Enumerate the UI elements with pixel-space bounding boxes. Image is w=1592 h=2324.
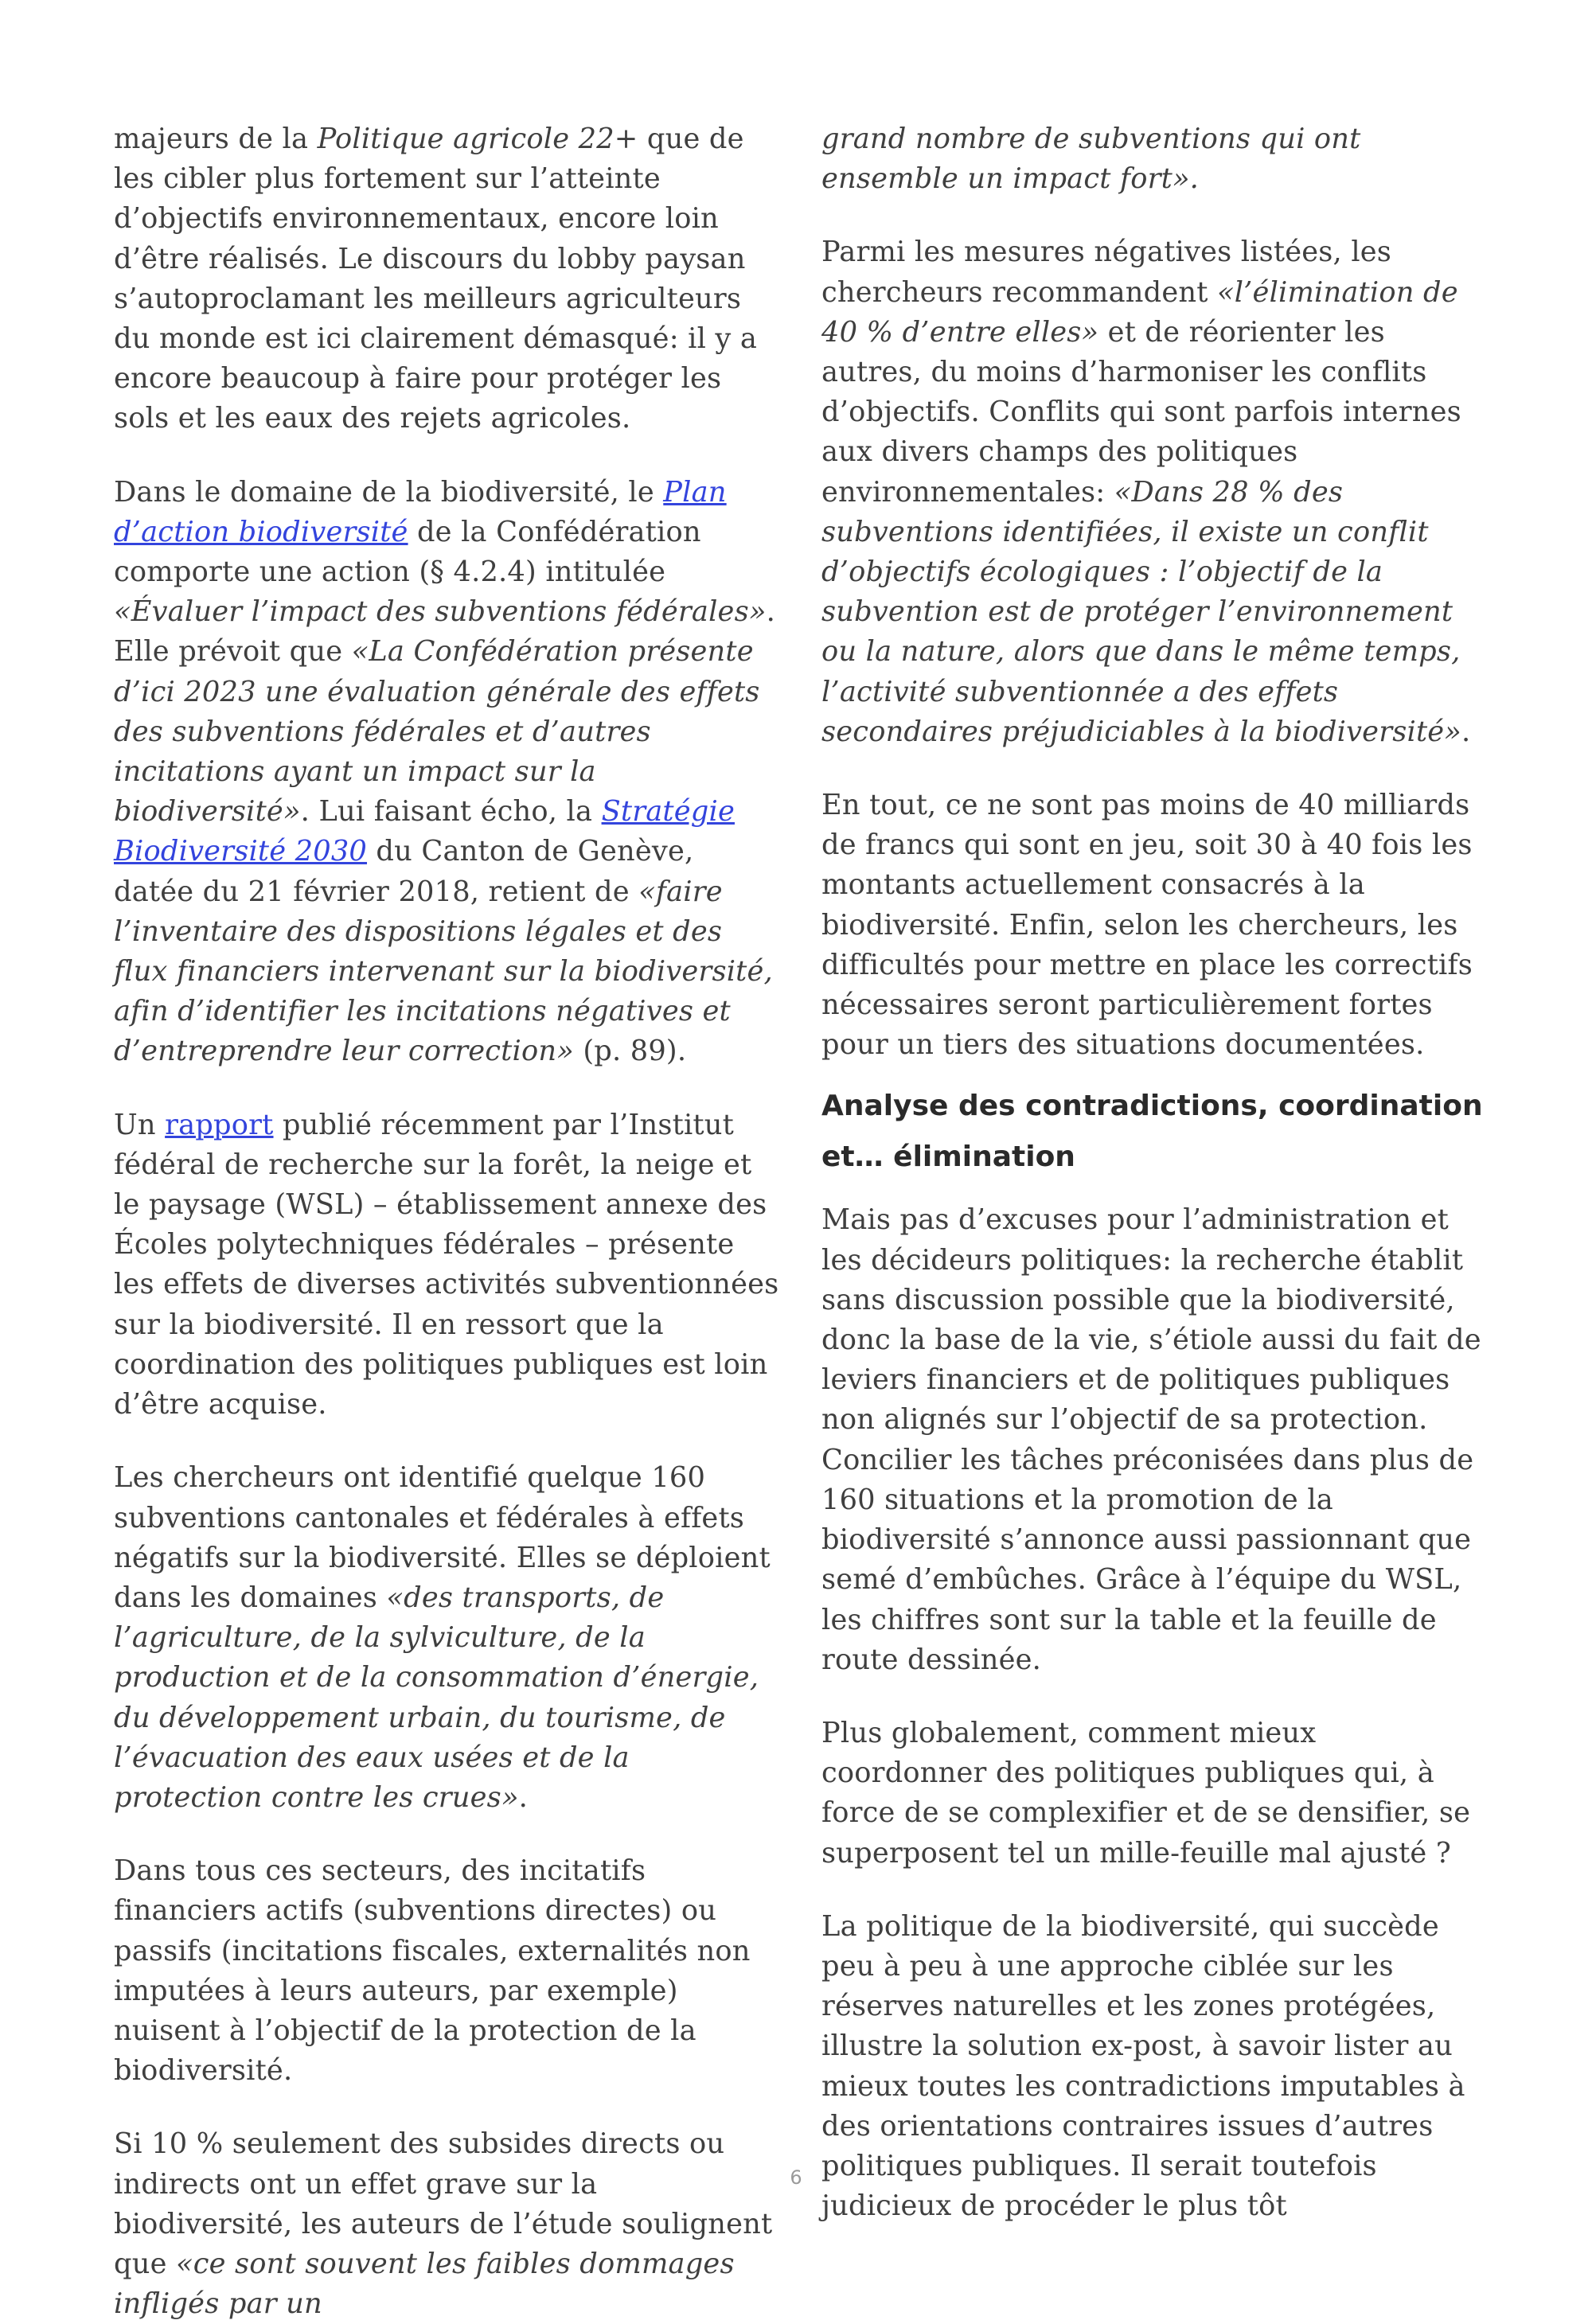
quote: «La Confédération présente d’ici 2023 une évaluation générale des effets des subventions fédérales et d’autres incitations ayant un impact sur la biodiversité» [114, 635, 760, 829]
policy-title: Politique agricole 22+ [317, 123, 638, 155]
paragraph-subsidies-identified [114, 1458, 779, 1818]
text: et de réorienter les autres, du moins d’harmoniser les conflits d’objectifs. Conflits qui sont parfois internes aux divers champs des politiques environnementales: [821, 315, 1461, 509]
text: Parmi les mesures négatives listées, les chercheurs recommandent [821, 236, 1392, 309]
paragraph-agricultural-policy [114, 119, 779, 439]
paragraph-ten-percent [114, 2124, 779, 2324]
text: (p. 89). [573, 1035, 687, 1068]
quote: «faire l’inventaire des dispositions légales et des flux financiers intervenant sur la biodiversité, afin d’identifier les incitations négatives et d’entreprendre leur correction» [114, 875, 773, 1068]
paragraph-no-excuses: Mais pas d’excuses pour l’administration et les décideurs politiques: la recherche établit sans discussion possible que la biodiversité, donc la base de la vie, s’étiole aussi du fait de leviers financiers et de politiques publiques non alignés sur l’objectif de sa protection. Concilier les tâches préconisées dans plus de 160 situations et la promotion de la biodiversité s’annonce aussi passionnant que semé d’embûches. Grâce à l’équipe du WSL, les chiffres sont sur la table et la feuille de route dessinée. [821, 1203, 1481, 1676]
quote: «l’élimination de 40 % d’entre elles» [821, 275, 1458, 349]
paragraph-coordination: Plus globalement, comment mieux coordonner des politiques publiques qui, à force de se complexifier et de se densifier, se superposent tel un mille-feuille mal ajusté ? [821, 1716, 1471, 1870]
paragraph-negative-measures [821, 232, 1487, 752]
section-heading: Analyse des contradictions, coordination et… élimination [821, 1090, 1483, 1174]
right-column [821, 119, 1487, 2226]
strategie-biodiversite-2030-link[interactable]: Stratégie Biodiversité 2030 [114, 795, 735, 868]
rapport-link[interactable]: rapport [165, 1108, 274, 1141]
paragraph-forty-billion: En tout, ce ne sont pas moins de 40 milliards de francs qui sont en jeu, soit 30 à 40 fois les montants actuellement consacrés à la biodiversité. Enfin, selon les chercheurs, les difficultés pour mettre en place les correctifs nécessaires seront particulièrement fortes pour un tiers des situations documentées. [821, 789, 1473, 1062]
quote: «Évaluer l’impact des subventions fédérales» [114, 595, 767, 629]
paragraph-wsl-report [114, 1105, 779, 1425]
quote: «ce sont souvent les faibles dommages infligés par un [114, 2247, 735, 2321]
text: . Lui faisant écho, la [300, 795, 602, 829]
quote: grand nombre de subventions qui ont ensemble un impact fort». [821, 123, 1361, 196]
paragraph-biodiversity-policy: La politique de la biodiversité, qui succède peu à peu à une approche ciblée sur les réserves naturelles et les zones protégées, illustre la solution ex-post, à savoir lister au mieux toutes les contradictions imputables à des orientations contraires issues d’autres politiques publiques. Il serait toutefois judicieux de procéder le plus tôt [821, 1909, 1465, 2223]
text: majeurs de la [114, 123, 318, 155]
text: de la Confédération comporte une action (§ 4.2.4) intitulée [114, 515, 701, 589]
text: . [1461, 715, 1471, 748]
text: . [518, 1780, 529, 1814]
paragraph-financial-incentives: Dans tous ces secteurs, des incitatifs financiers actifs (subventions directes) ou passifs (incitations fiscales, externalités non imputées à leurs auteurs, par exemple) nuisent à l’objectif de la protection de la biodiversité. [114, 1854, 751, 2088]
paragraph-quote-continuation [821, 119, 1487, 199]
quote: «des transports, de l’agriculture, de la sylviculture, de la production et de la consommation d’énergie, du développement urbain, du tourisme, de l’évacuation des eaux usées et de la protection contre les crues» [114, 1581, 759, 1814]
text: Un [114, 1108, 166, 1141]
page-number: 6 [790, 2166, 802, 2189]
left-column [114, 119, 779, 2324]
plan-action-biodiversite-link[interactable]: Plan d’action biodiversité [114, 475, 727, 548]
text: que de les cibler plus fortement sur l’atteinte d’objectifs environnementaux, encore loin d’être réalisés. Le discours du lobby paysan s’autoproclamant les meilleurs agriculteurs du monde est ici clairement démasqué: il y a encore beaucoup à faire pour protéger les sols et les eaux des rejets agricoles. [114, 123, 758, 435]
text: Si 10 % seulement des subsides directs ou indirects ont un effet grave sur la biodiversité, les auteurs de l’étude soulignent que [114, 2127, 773, 2280]
text: Dans le domaine de la biodiversité, le [114, 475, 664, 509]
text: Les chercheurs ont identifié quelque 160 subventions cantonales et fédérales à effets négatifs sur la biodiversité. Elles se déploient dans les domaines [114, 1461, 771, 1614]
text: publié récemment par l’Institut fédéral de recherche sur la forêt, la neige et le paysage (WSL) – établissement annexe des Écoles polytechniques fédérales – présente les effets de diverses activités subventionnées sur la biodiversité. Il en ressort que la coordination des politiques publiques est loin d’être acquise. [114, 1108, 779, 1421]
text: du Canton de Genève, datée du 21 février 2018, retient de [114, 835, 694, 908]
text: . Elle prévoit que [114, 595, 775, 669]
paragraph-biodiversity-plan [114, 473, 779, 1072]
quote: «Dans 28 % des subventions identifiées, il existe un conflit d’objectifs écologiques : l’objectif de la subvention est de protéger l’environnement ou la nature, alors que dans le même temps, l’activité subventionnée a des effets secondaires préjudiciables à la biodiversité» [821, 475, 1462, 748]
